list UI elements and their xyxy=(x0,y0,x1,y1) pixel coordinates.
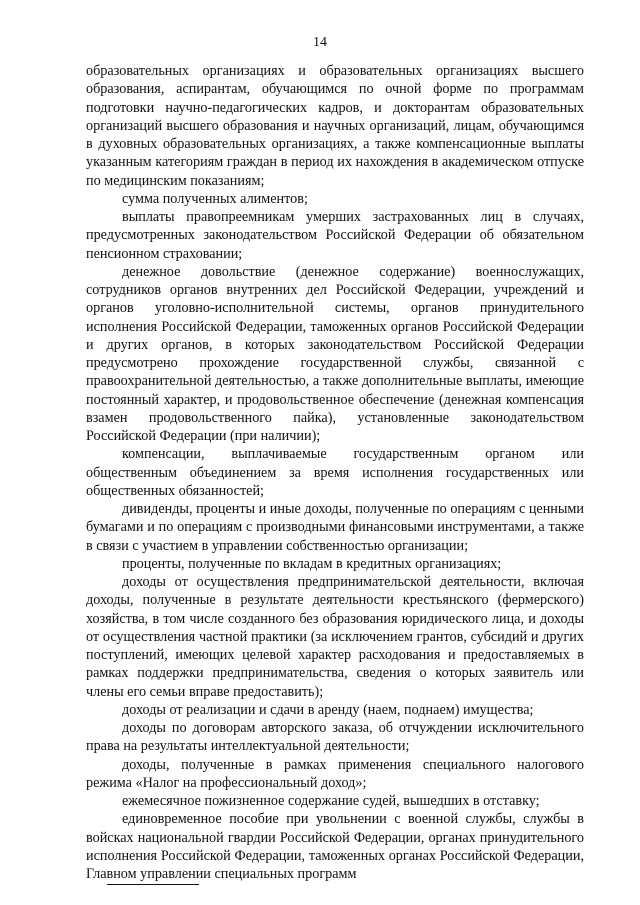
paragraph: проценты, полученные по вкладам в кредитных организациях; xyxy=(122,555,502,572)
paragraph: ежемесячное пожизненное содержание судей, вышедших в отставку; xyxy=(122,793,540,809)
paragraph: сумма полученных алиментов; xyxy=(122,190,308,207)
paragraph: доходы, полученные в рамках применения специального налогового режима «Налог на профессиональный доход»; xyxy=(86,756,584,791)
paragraph: выплаты правопреемникам умерших застрахованных лиц в случаях, предусмотренных законодательством Российской Федерации об обязательном пенсионном страховании; xyxy=(86,209,584,262)
paragraph: доходы от осуществления предпринимательской деятельности, включая доходы, полученные в результате деятельности крестьянского (фермерского) хозяйства, в том числе созданного без образования юридического лица, и доходы от осуществления частной практики (за исключением грантов, субсидий и других поступлений, имеющих целевой характер расходования и предоставляемых в рамках поддержки предпринимательства, сведения о которых заявитель или члены его семьи вправе предоставить); xyxy=(86,574,584,700)
paragraph: доходы от реализации и сдачи в аренду (наем, поднаем) имущества; xyxy=(122,701,534,718)
paragraph: единовременное пособие при увольнении с военной службы, службы в войсках национальной гвардии Российской Федерации, органах принудительного исполнения Российской Федерации, таможенных органах Российской Федерации, Главном управлении специальных программ xyxy=(86,811,584,882)
paragraph: денежное довольствие (денежное содержание) военнослужащих, сотрудников органов внутренних дел Российской Федерации, учреждений и органов уголовно-исполнительной системы, органов принудительного исполнения Российской Федерации, таможенных органов Российской Федерации и других органов, в которых законодательством Российской Федерации предусмотрено прохождение государственной службы, связанной с правоохранительной деятельностью, а также дополнительные выплаты, имеющие постоянный характер, и продовольственное обеспечение (денежная компенсация взамен продовольственного пайка), установленные законодательством Российской Федерации (при наличии); xyxy=(86,263,584,444)
page-number: 14 xyxy=(313,35,327,50)
paragraph: компенсации, выплачиваемые государственным органом или общественным объединением за время исполнения государственных или общественных обязанностей; xyxy=(86,446,584,499)
footnote-separator xyxy=(107,884,199,885)
paragraph: дивиденды, проценты и иные доходы, полученные по операциям с ценными бумагами и по операциям с производными финансовыми инструментами, а также в связи с участием в управлении собственностью организации; xyxy=(86,501,584,554)
document-body xyxy=(86,62,584,883)
paragraph-continuation: образовательных организациях и образовательных организациях высшего образования, аспирантам, обучающимся по очной форме по программам подготовки научно-педагогических кадров, и докторантам образовательных организаций высшего образования и научных организаций, лицам, обучающимся в духовных образовательных организациях, а также компенсационные выплаты указанным категориям граждан в период их нахождения в академическом отпуске по медицинским показаниям; xyxy=(86,63,584,189)
paragraph: доходы по договорам авторского заказа, об отчуждении исключительного права на результаты интеллектуальной деятельности; xyxy=(86,720,584,755)
